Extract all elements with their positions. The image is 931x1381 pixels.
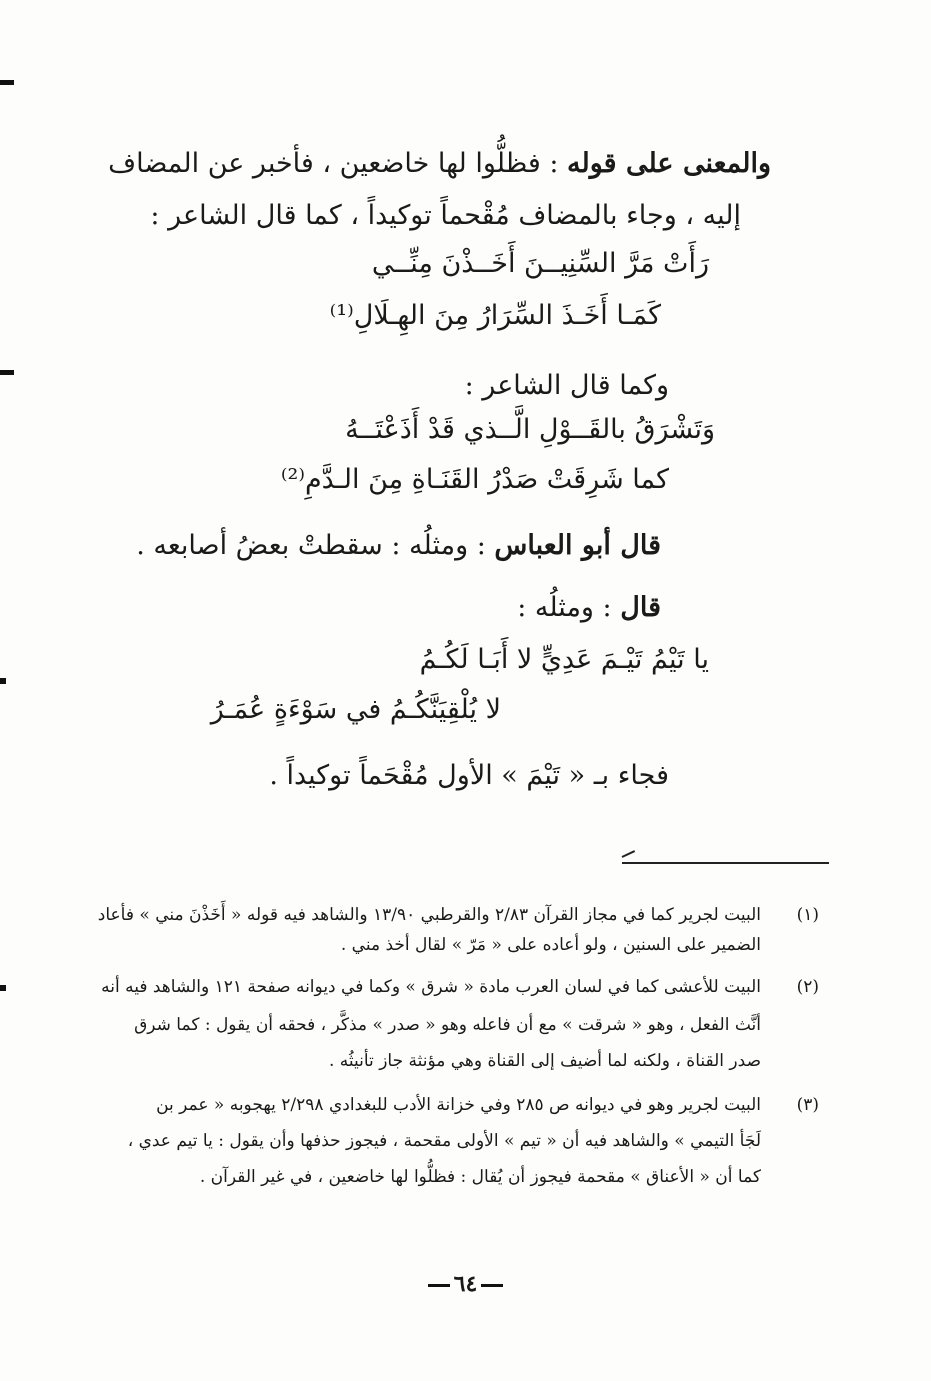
body-text: : فظلُّوا لها خاضعين ، فأخبر عن المضاف <box>108 148 568 179</box>
footnote-line: كما أن « الأعناق » مقحمة فيجوز أن يُقال : فظلُّوا لها خاضعين ، في غير القرآن . <box>199 1167 761 1187</box>
footnote-line: أنَّث الفعل ، وهو « شرقت » مع أن فاعله وهو « صدر » مذكَّر ، فحقه أن يقول : كما شرق <box>134 1015 761 1035</box>
verse-hemistich: كما شَرِقَتْ صَدْرُ القَنَـاةِ مِنَ الـدَّمِ⁽²⁾ <box>280 464 669 495</box>
body-line <box>108 144 771 184</box>
footnote-line: لَجَأ التيمي » والشاهد فيه أن « تيم » الأولى مقحمة ، فيجوز حذفها وأن يقول : يا تيم عدي ، <box>127 1131 761 1151</box>
page-number-dash <box>481 1284 503 1287</box>
footnote-separator <box>622 862 829 864</box>
body-line: وكما قال الشاعر : <box>464 370 669 401</box>
footnote-line: البيت لجرير وهو في ديوانه ص ٢٨٥ وفي خزانة الأدب للبغدادي ٢/٢٩٨ يهجوبه « عمر بن <box>156 1095 761 1115</box>
footnote-number: (٣) <box>796 1095 819 1115</box>
body-line: فجاء بـ « تَيْمَ » الأول مُقْحَماً توكيداً . <box>269 760 669 791</box>
bold-lead: قال <box>620 592 661 623</box>
body-line: إليه ، وجاء بالمضاف مُقْحماً توكيداً ، كما قال الشاعر : <box>150 200 741 231</box>
bold-lead: والمعنى على قوله <box>567 148 771 179</box>
body-text: : ومثلُه : <box>517 592 621 623</box>
footnote-number: (١) <box>796 905 819 925</box>
page-number <box>0 1271 931 1297</box>
body-line <box>136 526 661 566</box>
body-line <box>517 588 661 628</box>
verse-hemistich: كَمَـا أَخَـذَ السِّرَارُ مِنَ الهِـلَالِ⁽¹⁾ <box>329 300 661 331</box>
margin-mark <box>0 80 14 85</box>
margin-mark <box>0 370 14 375</box>
footnote-separator-tail <box>622 850 636 858</box>
footnote-number: (٢) <box>796 977 819 997</box>
margin-mark <box>0 985 6 991</box>
footnote-line: صدر القناة ، ولكنه لما أضيف إلى القناة وهي مؤنثة جاز تأنيثُه . <box>328 1051 761 1071</box>
margin-mark <box>0 678 6 684</box>
footnote-line: البيت للأعشى كما في لسان العرب مادة « شرق » وكما في ديوانه صفحة ١٢١ والشاهد فيه أنه <box>101 977 761 997</box>
body-text: : ومثلُه : سقطتْ بعضُ أصابعه . <box>136 530 495 561</box>
verse-hemistich: رَأَتْ مَرَّ السِّنِيــنَ أَخَــذْنَ مِنِّــي <box>371 248 709 279</box>
verse-hemistich: وَتَشْرَقُ بالقَــوْلِ الَّــذي قَدْ أَذَعْتَــهُ <box>345 414 715 445</box>
page-number-value: ٦٤ <box>453 1271 478 1297</box>
footnote-line: البيت لجرير كما في مجاز القرآن ٢/٨٣ والقرطبي ١٣/٩٠ والشاهد فيه قوله « أَخَذْنَ مني » فأعاد <box>97 905 761 925</box>
footnote-line: الضمير على السنين ، ولو أعاده على « مَرّ » لقال أخذ مني . <box>340 935 761 955</box>
page-number-dash <box>428 1284 450 1287</box>
verse-hemistich: لا يُلْقِيَنَّكُـمُ في سَوْءَةٍ عُمَـرُ <box>210 694 501 725</box>
verse-hemistich: يا تَيْمُ تَيْـمَ عَدِيٍّ لا أَبَـا لَكُـمُ <box>419 644 709 675</box>
bold-lead: قال أبو العباس <box>494 530 661 561</box>
